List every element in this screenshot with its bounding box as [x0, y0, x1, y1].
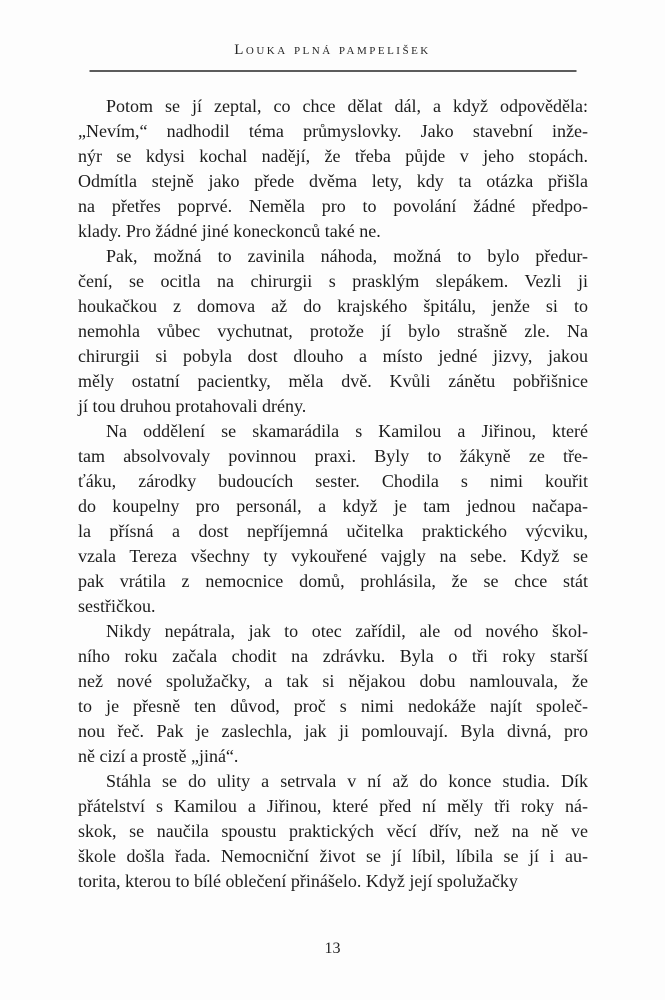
- text-line: Nikdy nepátrala, jak to otec zařídil, ale od nového škol-: [106, 621, 588, 641]
- body-text: [78, 94, 588, 894]
- text-line: to je přesně ten důvod, proč s nimi nedokáže najít společ-: [78, 696, 588, 716]
- text-line: Potom se jí zeptal, co chce dělat dál, a když odpověděla:: [106, 96, 588, 116]
- text-line: ťáku, zárodky budoucích sester. Chodila s nimi kouřit: [78, 471, 588, 491]
- text-line: měly ostatní pacientky, měla dvě. Kvůli zánětu pobřišnice: [78, 371, 588, 391]
- text-line: vzala Tereza všechny ty vykouřené vajgly na sebe. Když se: [78, 546, 588, 566]
- running-header: Louka plná pampelišek: [234, 42, 431, 58]
- text-line: škole došla řada. Nemocniční život se jí líbil, líbila se jí i au-: [78, 846, 588, 866]
- text-line: „Nevím,“ nadhodil téma průmyslovky. Jako stavební inže-: [78, 121, 588, 141]
- text-line: čení, se ocitla na chirurgii s prasklým slepákem. Vezli ji: [78, 271, 588, 291]
- paragraph: [78, 244, 588, 419]
- header-rule-divider: [89, 70, 576, 72]
- text-line: klady. Pro žádné jiné koneckonců také ne.: [78, 221, 381, 241]
- text-line: nýr se kdysi kochal nadějí, že třeba půjde v jeho stopách.: [78, 146, 588, 166]
- text-line: jí tou druhou protahovali drény.: [78, 396, 307, 416]
- text-line: nemohla vůbec vychutnat, protože jí bylo strašně zle. Na: [78, 321, 588, 341]
- text-line: houkačkou z domova až do krajského špitálu, jenže si to: [78, 296, 588, 316]
- text-line: la přísná a dost nepříjemná učitelka praktického výcviku,: [78, 521, 588, 541]
- paragraph: [78, 419, 588, 619]
- text-line: do koupelny pro personál, a když je tam jednou načapa-: [78, 496, 588, 516]
- text-line: tam absolvovaly povinnou praxi. Byly to žákyně ze tře-: [78, 446, 588, 466]
- text-line: sestřičkou.: [78, 596, 156, 616]
- text-line: na přetřes poprvé. Neměla pro to povolání žádné předpo-: [78, 196, 588, 216]
- text-line: nou řeč. Pak je zaslechla, jak ji pomlouvají. Byla divná, pro: [78, 721, 588, 741]
- text-line: Stáhla se do ulity a setrvala v ní až do konce studia. Dík: [106, 771, 588, 791]
- text-line: pak vrátila z nemocnice domů, prohlásila, že se chce stát: [78, 571, 588, 591]
- text-line: ně cizí a prostě „jiná“.: [78, 746, 239, 766]
- paragraph: [78, 619, 588, 769]
- text-line: než nové spolužačky, a tak si nějakou dobu namlouvala, že: [78, 671, 588, 691]
- text-line: přátelství s Kamilou a Jiřinou, které před ní měly tři roky ná-: [78, 796, 588, 816]
- paragraph: [78, 769, 588, 894]
- text-line: skok, se naučila spoustu praktických věcí dřív, než na ně ve: [78, 821, 588, 841]
- text-line: Pak, možná to zavinila náhoda, možná to bylo předur-: [106, 246, 588, 266]
- page-number: 13: [324, 940, 341, 957]
- text-line: torita, kterou to bílé oblečení přinášelo. Když její spolužačky: [78, 871, 518, 891]
- text-line: Odmítla stejně jako přede dvěma lety, kdy ta otázka přišla: [78, 171, 588, 191]
- text-line: Na oddělení se skamarádila s Kamilou a Jiřinou, které: [106, 421, 588, 441]
- paragraph: [78, 94, 588, 244]
- text-line: ního roku začala chodit na zdrávku. Byla o tři roky starší: [78, 646, 588, 666]
- text-line: chirurgii si pobyla dost dlouho a místo jedné jizvy, jakou: [78, 346, 588, 366]
